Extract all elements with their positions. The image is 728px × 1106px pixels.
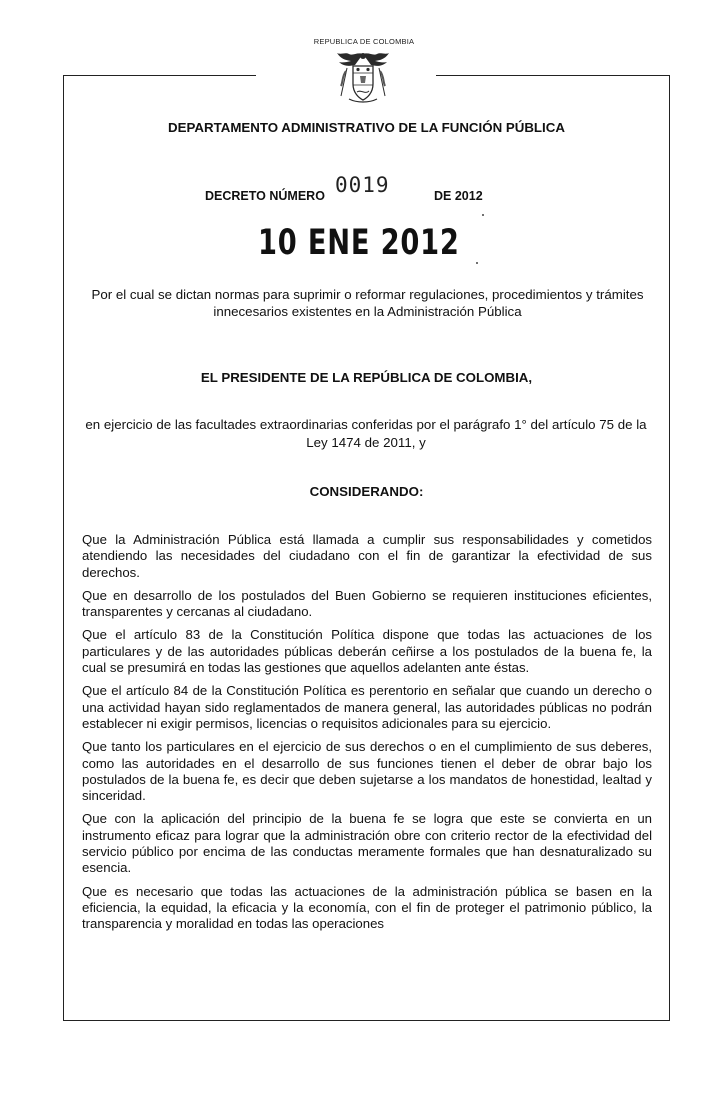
- frame-border-left: [63, 75, 64, 1021]
- department-title: DEPARTAMENTO ADMINISTRATIVO DE LA FUNCIÓN PÚBLICA: [168, 120, 565, 135]
- considerando-heading: CONSIDERANDO:: [309, 484, 424, 499]
- consideration-paragraph: Que en desarrollo de los postulados del Buen Gobierno se requieren instituciones eficientes, transparentes y cercanas al ciudadano.: [82, 587, 652, 620]
- president-heading: EL PRESIDENTE DE LA REPÚBLICA DE COLOMBIA,: [200, 370, 533, 385]
- decree-label: DECRETO NÚMERO: [205, 189, 325, 203]
- coat-of-arms-icon: [327, 50, 399, 106]
- consideration-paragraph: Que la Administración Pública está llamada a cumplir sus responsabilidades y cometidos atendiendo las necesidades del ciudadano con el fin de garantizar la efectividad de sus derechos.: [82, 532, 652, 580]
- decree-summary: Por el cual se dictan normas para suprimir o reformar regulaciones, procedimientos y trámites innecesarios existentes en la Administración Pública: [91, 287, 644, 319]
- frame-border-top-left: [63, 75, 256, 76]
- date-stamp: 10 ENE 2012: [258, 223, 460, 263]
- powers-statement: en ejercicio de las facultades extraordinarias conferidas por el parágrafo 1° del artículo 75 de la Ley 1474 de 2011, y: [85, 417, 647, 450]
- frame-border-top-right: [436, 75, 670, 76]
- frame-border-right: [669, 75, 670, 1021]
- consideration-paragraph: Que tanto los particulares en el ejercicio de sus derechos o en el cumplimiento de sus deberes, como las autoridades en el desarrollo de sus funciones tienen el deber de obrar bajo los postulados de la buena fe, es decir que deben sujetarse a los mandatos de honestidad, lealtad y sinceridad.: [82, 739, 652, 804]
- speck-mark: [476, 262, 478, 264]
- country-header: REPUBLICA DE COLOMBIA: [313, 37, 415, 46]
- decree-number: 0019: [335, 173, 390, 197]
- decree-year: DE 2012: [434, 189, 483, 203]
- speck-mark: [482, 214, 484, 216]
- considerations-body: [82, 532, 652, 933]
- frame-border-bottom: [63, 1020, 670, 1021]
- consideration-paragraph: Que con la aplicación del principio de la buena fe se logra que este se convierta en un instrumento eficaz para lograr que la administración obre con criterio rector de la efectividad del servicio público por encima de las conductas meramente formales que han desnaturalizado su esencia.: [82, 811, 652, 876]
- consideration-paragraph: Que es necesario que todas las actuaciones de la administración pública se basen en la eficiencia, la equidad, la eficacia y la economía, con el fin de proteger el patrimonio público, la transparencia y moralidad en todas las operaciones: [82, 883, 652, 932]
- consideration-paragraph: Que el artículo 84 de la Constitución Política es perentorio en señalar que cuando un derecho o una actividad hayan sido reglamentados de manera general, las autoridades públicas no podrán establecer ni exigir permisos, licencias o requisitos adicionales para su ejercicio.: [82, 683, 652, 731]
- consideration-paragraph: Que el artículo 83 de la Constitución Política dispone que todas las actuaciones de los particulares y de las autoridades públicas deberán ceñirse a los postulados de la buena fe, la cual se presumirá en todas las gestiones que aquellos adelanten ante éstas.: [82, 627, 652, 676]
